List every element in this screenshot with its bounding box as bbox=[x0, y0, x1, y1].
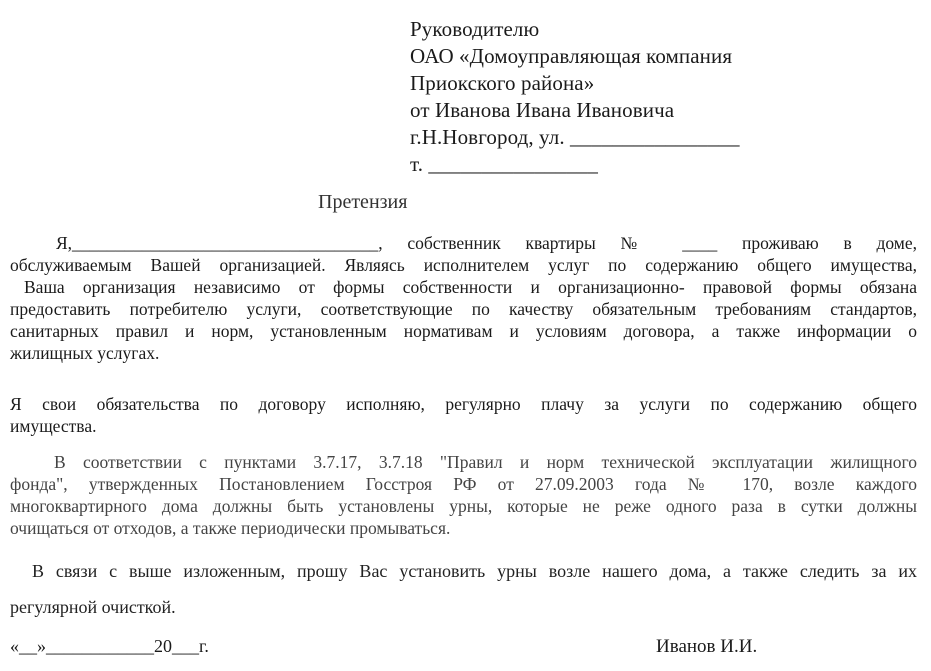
paragraph-regulations bbox=[10, 451, 917, 539]
addressee-line: ОАО «Домоуправляющая компания bbox=[410, 44, 733, 68]
addressee-line: Руководителю bbox=[410, 17, 540, 41]
text-line: регулярной очисткой. bbox=[10, 597, 176, 617]
paragraph-obligations bbox=[10, 393, 917, 437]
phone-line: т. ________________ bbox=[410, 152, 598, 176]
paragraph-request bbox=[10, 553, 917, 625]
text-line: Ваша организация независимо от формы собственности и организационно- правовой формы обязана bbox=[24, 277, 917, 297]
text-line: В соответствии с пунктами 3.7.17, 3.7.18 "Правил и норм технической эксплуатации жилищного bbox=[54, 452, 917, 472]
signature: Иванов И.И. bbox=[656, 636, 758, 657]
text-line: многоквартирного дома должны быть установлены урны, которые не реже одного раза в сутки должны bbox=[10, 496, 917, 516]
text-line: санитарных правил и норм, установленным нормативам и условиям договора, а также информации о bbox=[10, 321, 917, 341]
address-line: г.Н.Новгород, ул. ________________ bbox=[410, 125, 740, 149]
text-line: В связи с выше изложенным, прошу Вас установить урны возле нашего дома, а также следить за их bbox=[32, 561, 917, 581]
text-line: обслуживаемым Вашей организацией. Являясь исполнителем услуг по содержанию общего имущества, bbox=[10, 255, 917, 275]
addressee-block bbox=[410, 16, 910, 178]
text-line: предоставить потребителю услуги, соответствующие по качеству обязательным требованиям стандартов, bbox=[10, 299, 917, 319]
text-line: Я,___________________________________, собственник квартиры № ____ проживаю в доме, bbox=[56, 233, 917, 253]
addressee-line: Приокского района» bbox=[410, 71, 595, 95]
text-line: очищаться от отходов, а также периодически промываться. bbox=[10, 518, 451, 538]
paragraph-claim bbox=[10, 232, 917, 364]
sender-line: от Иванова Ивана Ивановича bbox=[410, 98, 675, 122]
text-line: фонда", утвержденных Постановлением Госстроя РФ от 27.09.2003 года № 170, возле каждого bbox=[10, 474, 917, 494]
date-field: «__»____________20___г. bbox=[10, 636, 209, 656]
document-title: Претензия bbox=[318, 191, 408, 213]
text-line: жилищных услугах. bbox=[10, 343, 160, 363]
text-line: имущества. bbox=[10, 416, 97, 436]
text-line: Я свои обязательства по договору исполняю, регулярно плачу за услуги по содержанию общего bbox=[10, 394, 917, 414]
